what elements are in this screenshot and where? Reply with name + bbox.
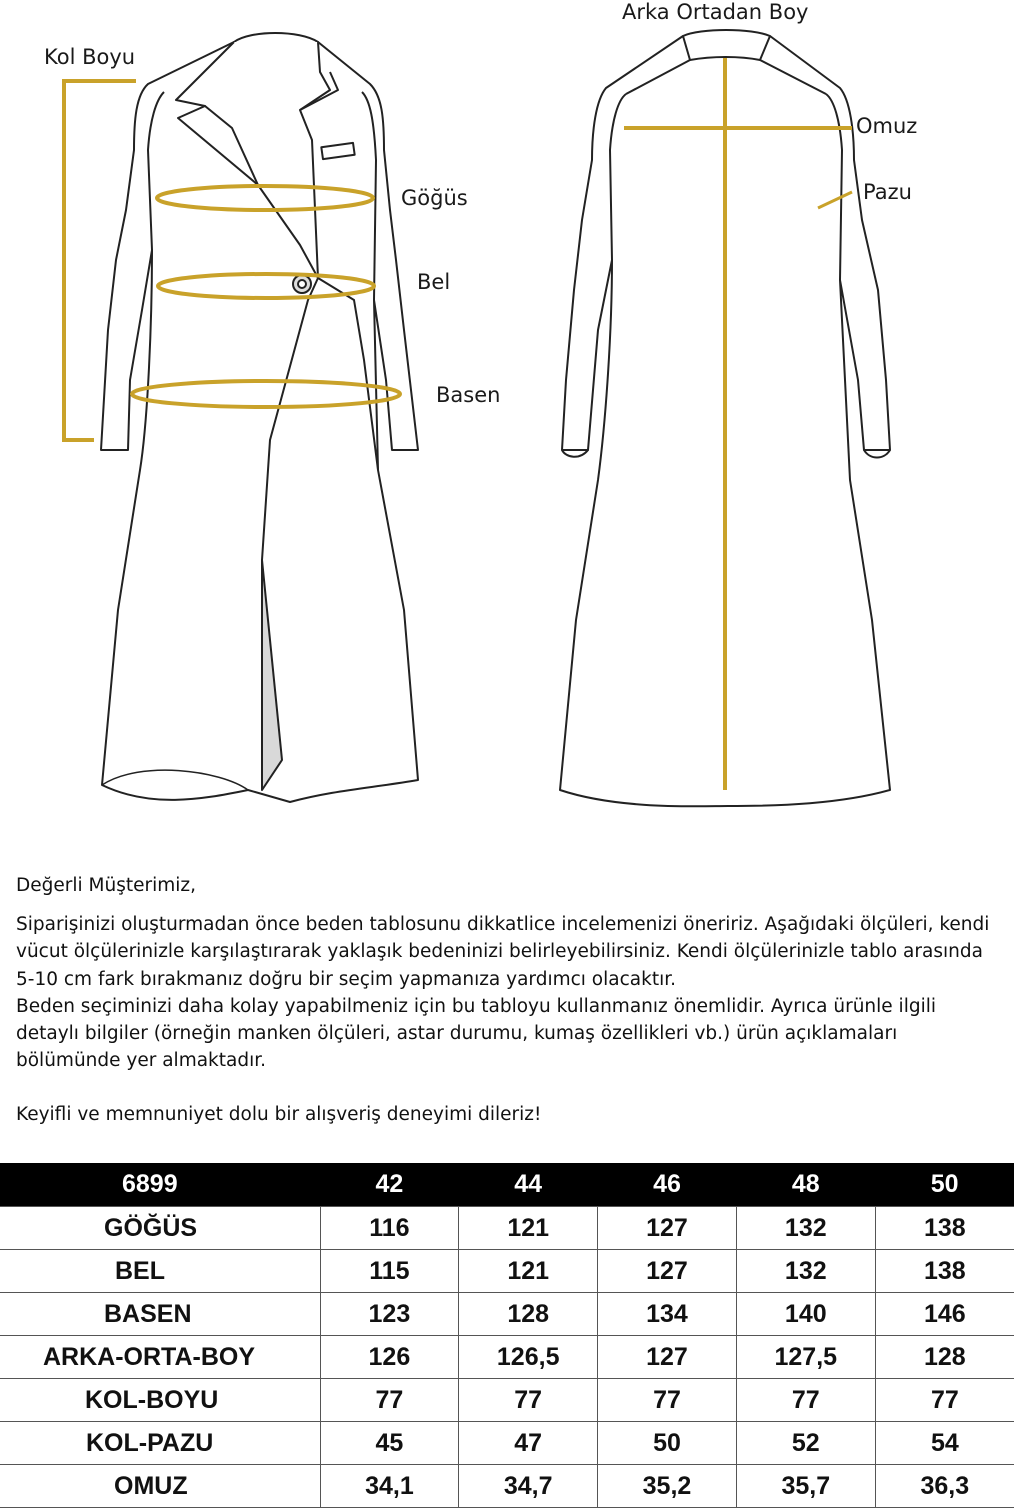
kol-boyu-label: Kol Boyu bbox=[44, 45, 136, 69]
header-size-50: 50 bbox=[875, 1163, 1014, 1207]
table-cell: 126 bbox=[320, 1336, 459, 1379]
table-row-omuz bbox=[0, 1465, 1014, 1508]
table-cell: 132 bbox=[736, 1207, 875, 1250]
table-cell: 47 bbox=[459, 1422, 598, 1465]
row-label: ARKA-ORTA-BOY bbox=[0, 1336, 320, 1379]
table-cell: 77 bbox=[459, 1379, 598, 1422]
table-cell: 34,1 bbox=[320, 1465, 459, 1508]
table-cell: 132 bbox=[736, 1250, 875, 1293]
table-row-kol-pazu bbox=[0, 1422, 1014, 1465]
table-cell: 123 bbox=[320, 1293, 459, 1336]
table-cell: 52 bbox=[736, 1422, 875, 1465]
row-label: KOL-BOYU bbox=[0, 1379, 320, 1422]
bel-ring bbox=[158, 274, 374, 298]
table-cell: 54 bbox=[875, 1422, 1014, 1465]
pazu-line bbox=[818, 192, 852, 208]
header-size-44: 44 bbox=[459, 1163, 598, 1207]
table-cell: 127 bbox=[598, 1250, 737, 1293]
customer-note bbox=[16, 872, 1001, 1129]
note-closing: Keyifli ve memnuniyet dolu bir alışveriş deneyimi dileriz! bbox=[16, 1104, 542, 1126]
row-label: BASEN bbox=[0, 1293, 320, 1336]
table-cell: 77 bbox=[598, 1379, 737, 1422]
table-cell: 115 bbox=[320, 1250, 459, 1293]
table-cell: 35,2 bbox=[598, 1465, 737, 1508]
size-table-header-row bbox=[0, 1163, 1014, 1207]
arka-ortadan-boy-label: Arka Ortadan Boy bbox=[622, 0, 809, 24]
bel-label: Bel bbox=[417, 270, 451, 294]
table-cell: 36,3 bbox=[875, 1465, 1014, 1508]
table-row-bel bbox=[0, 1250, 1014, 1293]
table-cell: 77 bbox=[320, 1379, 459, 1422]
row-label: GÖĞÜS bbox=[0, 1207, 320, 1250]
table-cell: 134 bbox=[598, 1293, 737, 1336]
table-cell: 50 bbox=[598, 1422, 737, 1465]
header-size-46: 46 bbox=[598, 1163, 737, 1207]
table-cell: 121 bbox=[459, 1207, 598, 1250]
table-cell: 77 bbox=[875, 1379, 1014, 1422]
back-measurement-lines bbox=[624, 58, 852, 790]
row-label: OMUZ bbox=[0, 1465, 320, 1508]
omuz-label: Omuz bbox=[856, 114, 918, 138]
table-row-basen bbox=[0, 1293, 1014, 1336]
table-cell: 121 bbox=[459, 1250, 598, 1293]
note-paragraph-2: Beden seçiminizi daha kolay yapabilmeniz için bu tabloyu kullanmanız önemlidir. Ayrıca ürünle ilgili detaylı bilgiler (örneğin manken ölçüleri, astar durumu, kumaş özellikleri vb.) ürün açıklamaları bölümünde yer almaktadır. bbox=[16, 995, 937, 1072]
table-cell: 146 bbox=[875, 1293, 1014, 1336]
header-size-42: 42 bbox=[320, 1163, 459, 1207]
table-cell: 128 bbox=[875, 1336, 1014, 1379]
table-cell: 116 bbox=[320, 1207, 459, 1250]
table-cell: 127,5 bbox=[736, 1336, 875, 1379]
table-cell: 35,7 bbox=[736, 1465, 875, 1508]
table-cell: 127 bbox=[598, 1207, 737, 1250]
table-cell: 140 bbox=[736, 1293, 875, 1336]
table-cell: 138 bbox=[875, 1250, 1014, 1293]
pazu-label: Pazu bbox=[863, 180, 912, 204]
table-cell: 128 bbox=[459, 1293, 598, 1336]
table-cell: 138 bbox=[875, 1207, 1014, 1250]
table-cell: 34,7 bbox=[459, 1465, 598, 1508]
kol-boyu-bracket bbox=[64, 81, 136, 440]
row-label: BEL bbox=[0, 1250, 320, 1293]
table-cell: 126,5 bbox=[459, 1336, 598, 1379]
table-cell: 45 bbox=[320, 1422, 459, 1465]
gogus-label: Göğüs bbox=[401, 186, 468, 210]
table-cell: 77 bbox=[736, 1379, 875, 1422]
row-label: KOL-PAZU bbox=[0, 1422, 320, 1465]
table-row-gogus bbox=[0, 1207, 1014, 1250]
size-table bbox=[0, 1163, 1014, 1508]
header-model-code: 6899 bbox=[0, 1163, 320, 1207]
basen-label: Basen bbox=[436, 383, 501, 407]
front-coat-drawing bbox=[101, 33, 418, 802]
note-paragraph-1: Siparişinizi oluşturmadan önce beden tablosunu dikkatlice incelemenizi öneririz. Aşağıdaki ölçüleri, kendi vücut ölçülerinizle karşılaştırarak yaklaşık bedeninizi belirleyebilirsiniz. Kendi ölçülerinizle tablo arasında 5-10 cm fark bırakmanız doğru bir seçim yapmanıza yardımcı olacaktır. bbox=[16, 914, 990, 990]
note-greeting: Değerli Müşterimiz, bbox=[16, 875, 196, 896]
table-row-kol-boyu bbox=[0, 1379, 1014, 1422]
table-row-arka-orta-boy bbox=[0, 1336, 1014, 1379]
table-cell: 127 bbox=[598, 1336, 737, 1379]
header-size-48: 48 bbox=[736, 1163, 875, 1207]
front-measurement-rings bbox=[132, 186, 400, 407]
basen-ring bbox=[132, 381, 400, 407]
